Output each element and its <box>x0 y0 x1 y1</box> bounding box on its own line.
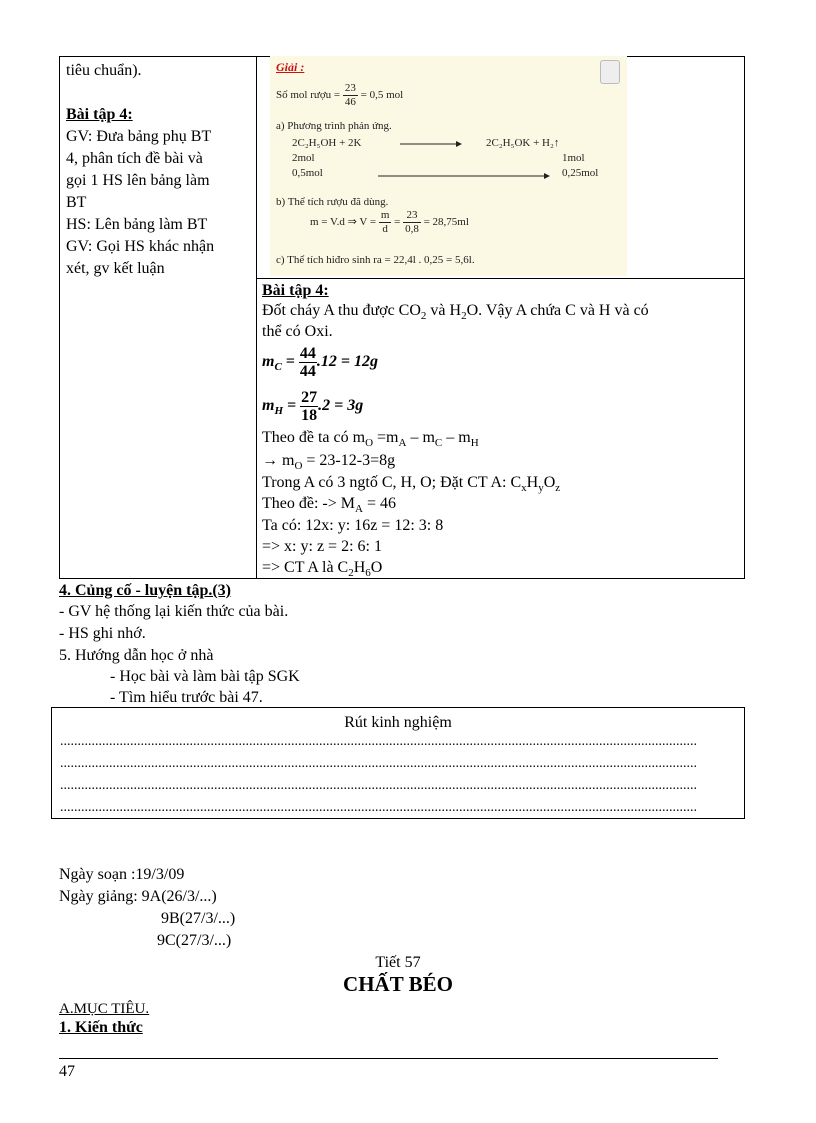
activity-line-4: BT <box>66 194 87 211</box>
page-number: 47 <box>59 1063 75 1080</box>
continued-text: tiêu chuẩn). <box>66 62 142 79</box>
solution-title: Giải : <box>276 60 305 74</box>
reaction-arrow-2-icon <box>378 172 550 180</box>
ratio-result: => x: y: z = 2: 6: 1 <box>262 538 382 555</box>
watermark-logo-icon <box>600 60 620 84</box>
lesson-number: Tiết 57 <box>375 954 421 971</box>
final-formula: => CT A là $C_2H_6O$ <box>262 559 383 579</box>
lesson-title: CHẤT BÉO <box>343 972 453 996</box>
volume-calculation: m = V.d ⇒ V = $\frac{m}{d}$ = $\frac{23}{0,8}$ = 28,75ml <box>310 209 469 235</box>
activity-line-5: HS: Lên bảng làm BT <box>66 216 208 233</box>
part-b-label: b) Thể tích rượu đã dùng. <box>276 196 389 208</box>
exercise-heading: Bài tập 4: <box>66 106 133 123</box>
mass-oxygen-equation: Theo đề ta có $m_O =m_A - m_C - m_H$ <box>262 429 479 449</box>
section-4-item-2: - HS ghi nhớ. <box>59 625 146 642</box>
part-a-label: a) Phương trình phản ứng. <box>276 120 392 132</box>
mol-1: 1mol <box>562 152 585 164</box>
mass-oxygen-result: → $m_O = 23-12-3=8g$ <box>262 452 396 472</box>
ratio-setup: Ta có: 12x: y: 16z = 12: 3: 8 <box>262 517 444 534</box>
part-c-label: c) Thể tích hiđro sinh ra = 22,4l . 0,25 = 5,6l. <box>276 254 475 266</box>
section-5-heading: 5. Hướng dẫn học ở nhà <box>59 647 214 664</box>
activity-line-6: GV: Gọi HS khác nhận <box>66 238 215 255</box>
solution-line-1: Đốt cháy A thu được $CO_2$ và $H_2O$. Vậy A chứa C và H và có <box>262 302 649 322</box>
mass-carbon-formula: $m_C$ = $\frac{44}{44}$ .12 = 12g <box>262 345 379 380</box>
table-row-divider <box>256 278 745 279</box>
footer-rule <box>59 1058 718 1059</box>
mol-0-5: 0,5mol <box>292 167 323 179</box>
mass-hydrogen-formula: $m_H$ = $\frac{27}{18}$ .2 = 3g <box>262 389 364 424</box>
dotted-line-1: ...................................................................................................................................................................................... <box>60 734 697 749</box>
review-notes-title: Rút kinh nghiệm <box>344 714 452 731</box>
knowledge-heading: 1. Kiến thức <box>59 1019 143 1036</box>
teach-date-9b: 9B(27/3/...) <box>161 910 236 927</box>
teach-date: Ngày giảng: 9A(26/3/...) <box>59 888 217 905</box>
solution-heading: Bài tập 4: <box>262 282 329 299</box>
dotted-line-4: ...................................................................................................................................................................................... <box>60 800 697 815</box>
prep-date: Ngày soạn :19/3/09 <box>59 866 185 883</box>
section-5-item-2: - Tìm hiểu trước bài 47. <box>110 689 263 706</box>
activity-line-1: GV: Đưa bảng phụ BT <box>66 128 212 145</box>
dotted-line-3: ...................................................................................................................................................................................... <box>60 778 697 793</box>
solution-image <box>270 56 627 276</box>
molar-mass: Theo đề: -> $M_A = 46$ <box>262 495 396 515</box>
mol-0-25: 0,25mol <box>562 167 599 179</box>
equation-right: 2C₂H₅OK + H₂↑ <box>486 137 560 149</box>
teacher-activity-column <box>66 60 252 280</box>
solution-line-2: thể có Oxi. <box>262 323 333 340</box>
activity-line-7: xét, gv kết luận <box>66 260 165 277</box>
section-4-heading: 4. Củng cố - luyện tập.(3) <box>59 582 232 599</box>
activity-line-2: 4, phân tích đề bài và <box>66 150 203 167</box>
table-column-divider <box>256 56 257 579</box>
formula-setup: Trong A có 3 ngtố C, H, O; Đặt CT A: $C_xH_yO_z$ <box>262 474 561 494</box>
mol-fraction: $\frac{23}{46}$ <box>344 82 356 108</box>
activity-line-3: gọi 1 HS lên bảng làm <box>66 172 210 189</box>
dotted-line-2: ...................................................................................................................................................................................... <box>60 756 697 771</box>
equation-left: 2C₂H₅OH + 2K <box>292 137 362 149</box>
section-4-item-1: - GV hệ thống lại kiến thức của bài. <box>59 603 289 620</box>
teach-date-9c: 9C(27/3/...) <box>157 932 232 949</box>
objectives-heading: A.MỤC TIÊU. <box>59 1001 150 1017</box>
reaction-arrow-icon <box>400 140 462 148</box>
mol-2: 2mol <box>292 152 315 164</box>
mol-calculation: Số mol rượu = $\frac{23}{46}$ = 0,5 mol <box>276 82 404 108</box>
section-5-item-1: - Học bài và làm bài tập SGK <box>110 668 300 685</box>
